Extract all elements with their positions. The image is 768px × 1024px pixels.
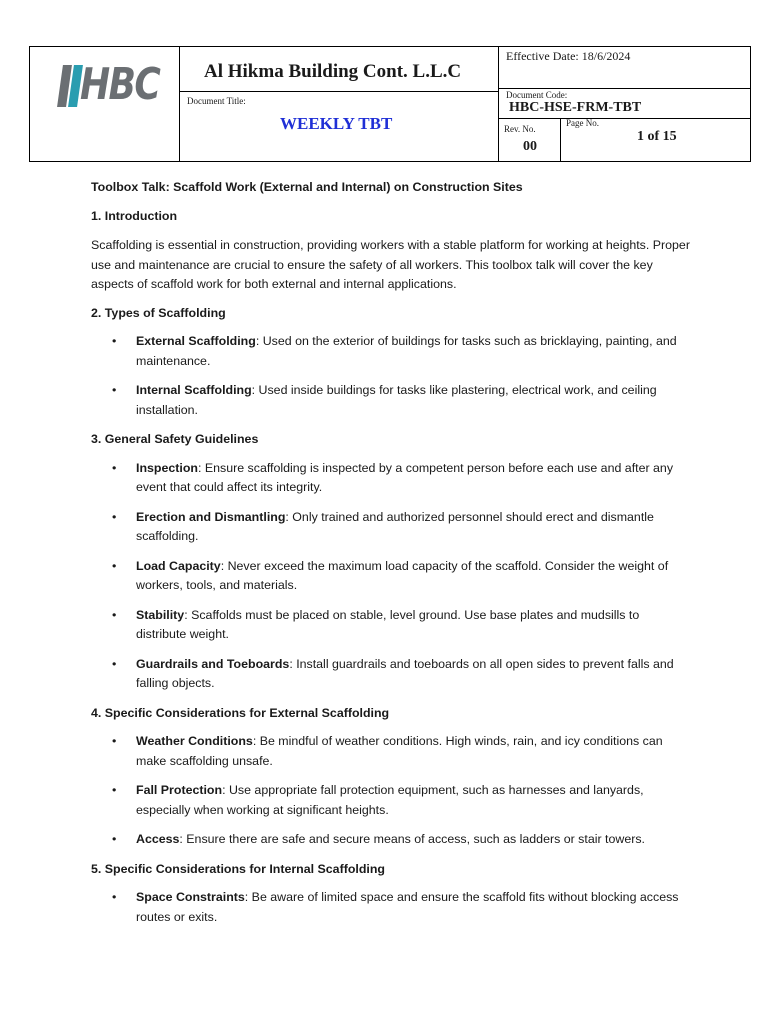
logo-text: HBC	[80, 59, 160, 110]
list-item	[91, 459, 691, 498]
revision-cell	[498, 119, 561, 161]
logo-cell	[30, 47, 180, 161]
list-item	[91, 732, 691, 771]
list-item-text: : Use appropriate fall protection equipment, such as harnesses and lanyards, especially when working at significant heights.	[136, 783, 644, 817]
section-2-list	[91, 332, 691, 420]
list-item-term: Weather Conditions	[136, 734, 253, 748]
list-item-text: : Never exceed the maximum load capacity of the scaffold. Consider the weight of workers, tools, and materials.	[136, 558, 669, 592]
section-1-paragraph: Scaffolding is essential in construction, providing workers with a stable platform for working at heights. Proper use and maintenance are crucial to ensure the safety of all workers. This toolbox talk will cover the key aspects of scaffold work for both external and internal applications.	[91, 238, 690, 291]
list-item-term: Guardrails and Toeboards	[136, 656, 290, 671]
list-item-text: : Used on the exterior of buildings for tasks such as bricklaying, painting, and maintenance.	[136, 334, 677, 368]
section-2-heading: 2. Types of Scaffolding	[91, 305, 226, 320]
list-item	[91, 557, 691, 596]
document-header-table	[29, 46, 751, 162]
list-item-term: External Scaffolding	[136, 334, 256, 348]
document-title-cell	[180, 92, 498, 161]
list-item-term: Stability	[136, 607, 185, 622]
section-3-list	[91, 459, 691, 694]
list-item	[91, 830, 691, 850]
list-item	[91, 888, 691, 927]
document-title-label: Document Title:	[187, 96, 246, 106]
list-item-text: : Ensure scaffolding is inspected by a competent person before each use and after any event that could affect its integrity.	[136, 460, 674, 494]
list-item-term: Erection and Dismantling	[136, 509, 286, 524]
section-5-list	[91, 888, 691, 927]
revision-label: Rev. No.	[504, 124, 536, 134]
list-item-text: : Used inside buildings for tasks like plastering, electrical work, and ceiling installation.	[136, 383, 657, 417]
list-item	[91, 655, 691, 694]
list-item-term: Load Capacity	[136, 558, 221, 573]
page-number-label: Page No.	[566, 118, 599, 128]
list-item	[91, 606, 691, 645]
page-number-cell	[561, 119, 750, 161]
list-item-text: : Only trained and authorized personnel should erect and dismantle scaffolding.	[136, 509, 654, 543]
list-item-term: Space Constraints	[136, 890, 245, 904]
effective-date-cell	[498, 47, 750, 89]
section-1-heading: 1. Introduction	[91, 208, 178, 223]
document-code-label: Document Code:	[506, 90, 568, 100]
list-item	[91, 508, 691, 547]
revision-number: 00	[523, 139, 537, 154]
list-item	[91, 381, 691, 420]
list-item-term: Inspection	[136, 460, 198, 475]
section-3-heading: 3. General Safety Guidelines	[91, 432, 259, 446]
document-code-cell	[498, 89, 750, 119]
list-item-text: : Scaffolds must be placed on stable, level ground. Use base plates and mudsills to distribute weight.	[136, 607, 640, 641]
document-body	[91, 178, 691, 927]
effective-date: Effective Date: 18/6/2024	[506, 49, 631, 63]
list-item-term: Access	[136, 832, 180, 846]
section-5-heading: 5. Specific Considerations for Internal Scaffolding	[91, 861, 385, 876]
list-item-text: : Ensure there are safe and secure means of access, such as ladders or stair towers.	[179, 832, 645, 846]
document-heading: Toolbox Talk: Scaffold Work (External and Internal) on Construction Sites	[91, 180, 523, 194]
document-code: HBC-HSE-FRM-TBT	[509, 100, 642, 115]
list-item-text: : Be mindful of weather conditions. High winds, rain, and icy conditions can make scaffolding unsafe.	[136, 734, 663, 768]
page-number: 1 of 15	[637, 129, 677, 144]
section-4-heading: 4. Specific Considerations for External Scaffolding	[91, 705, 390, 720]
company-logo	[54, 59, 160, 113]
list-item	[91, 332, 691, 371]
list-item-term: Fall Protection	[136, 783, 223, 797]
list-item	[91, 781, 691, 820]
section-4-list	[91, 732, 691, 850]
list-item-term: Internal Scaffolding	[136, 383, 252, 397]
company-name: Al Hikma Building Cont. L.L.C	[204, 61, 462, 82]
company-cell	[180, 47, 498, 92]
list-item-text: : Be aware of limited space and ensure the scaffold fits without blocking access routes or exits.	[136, 890, 679, 924]
list-item-text: : Install guardrails and toeboards on all open sides to prevent falls and falling objects.	[136, 656, 674, 690]
document-title: WEEKLY TBT	[280, 114, 393, 133]
